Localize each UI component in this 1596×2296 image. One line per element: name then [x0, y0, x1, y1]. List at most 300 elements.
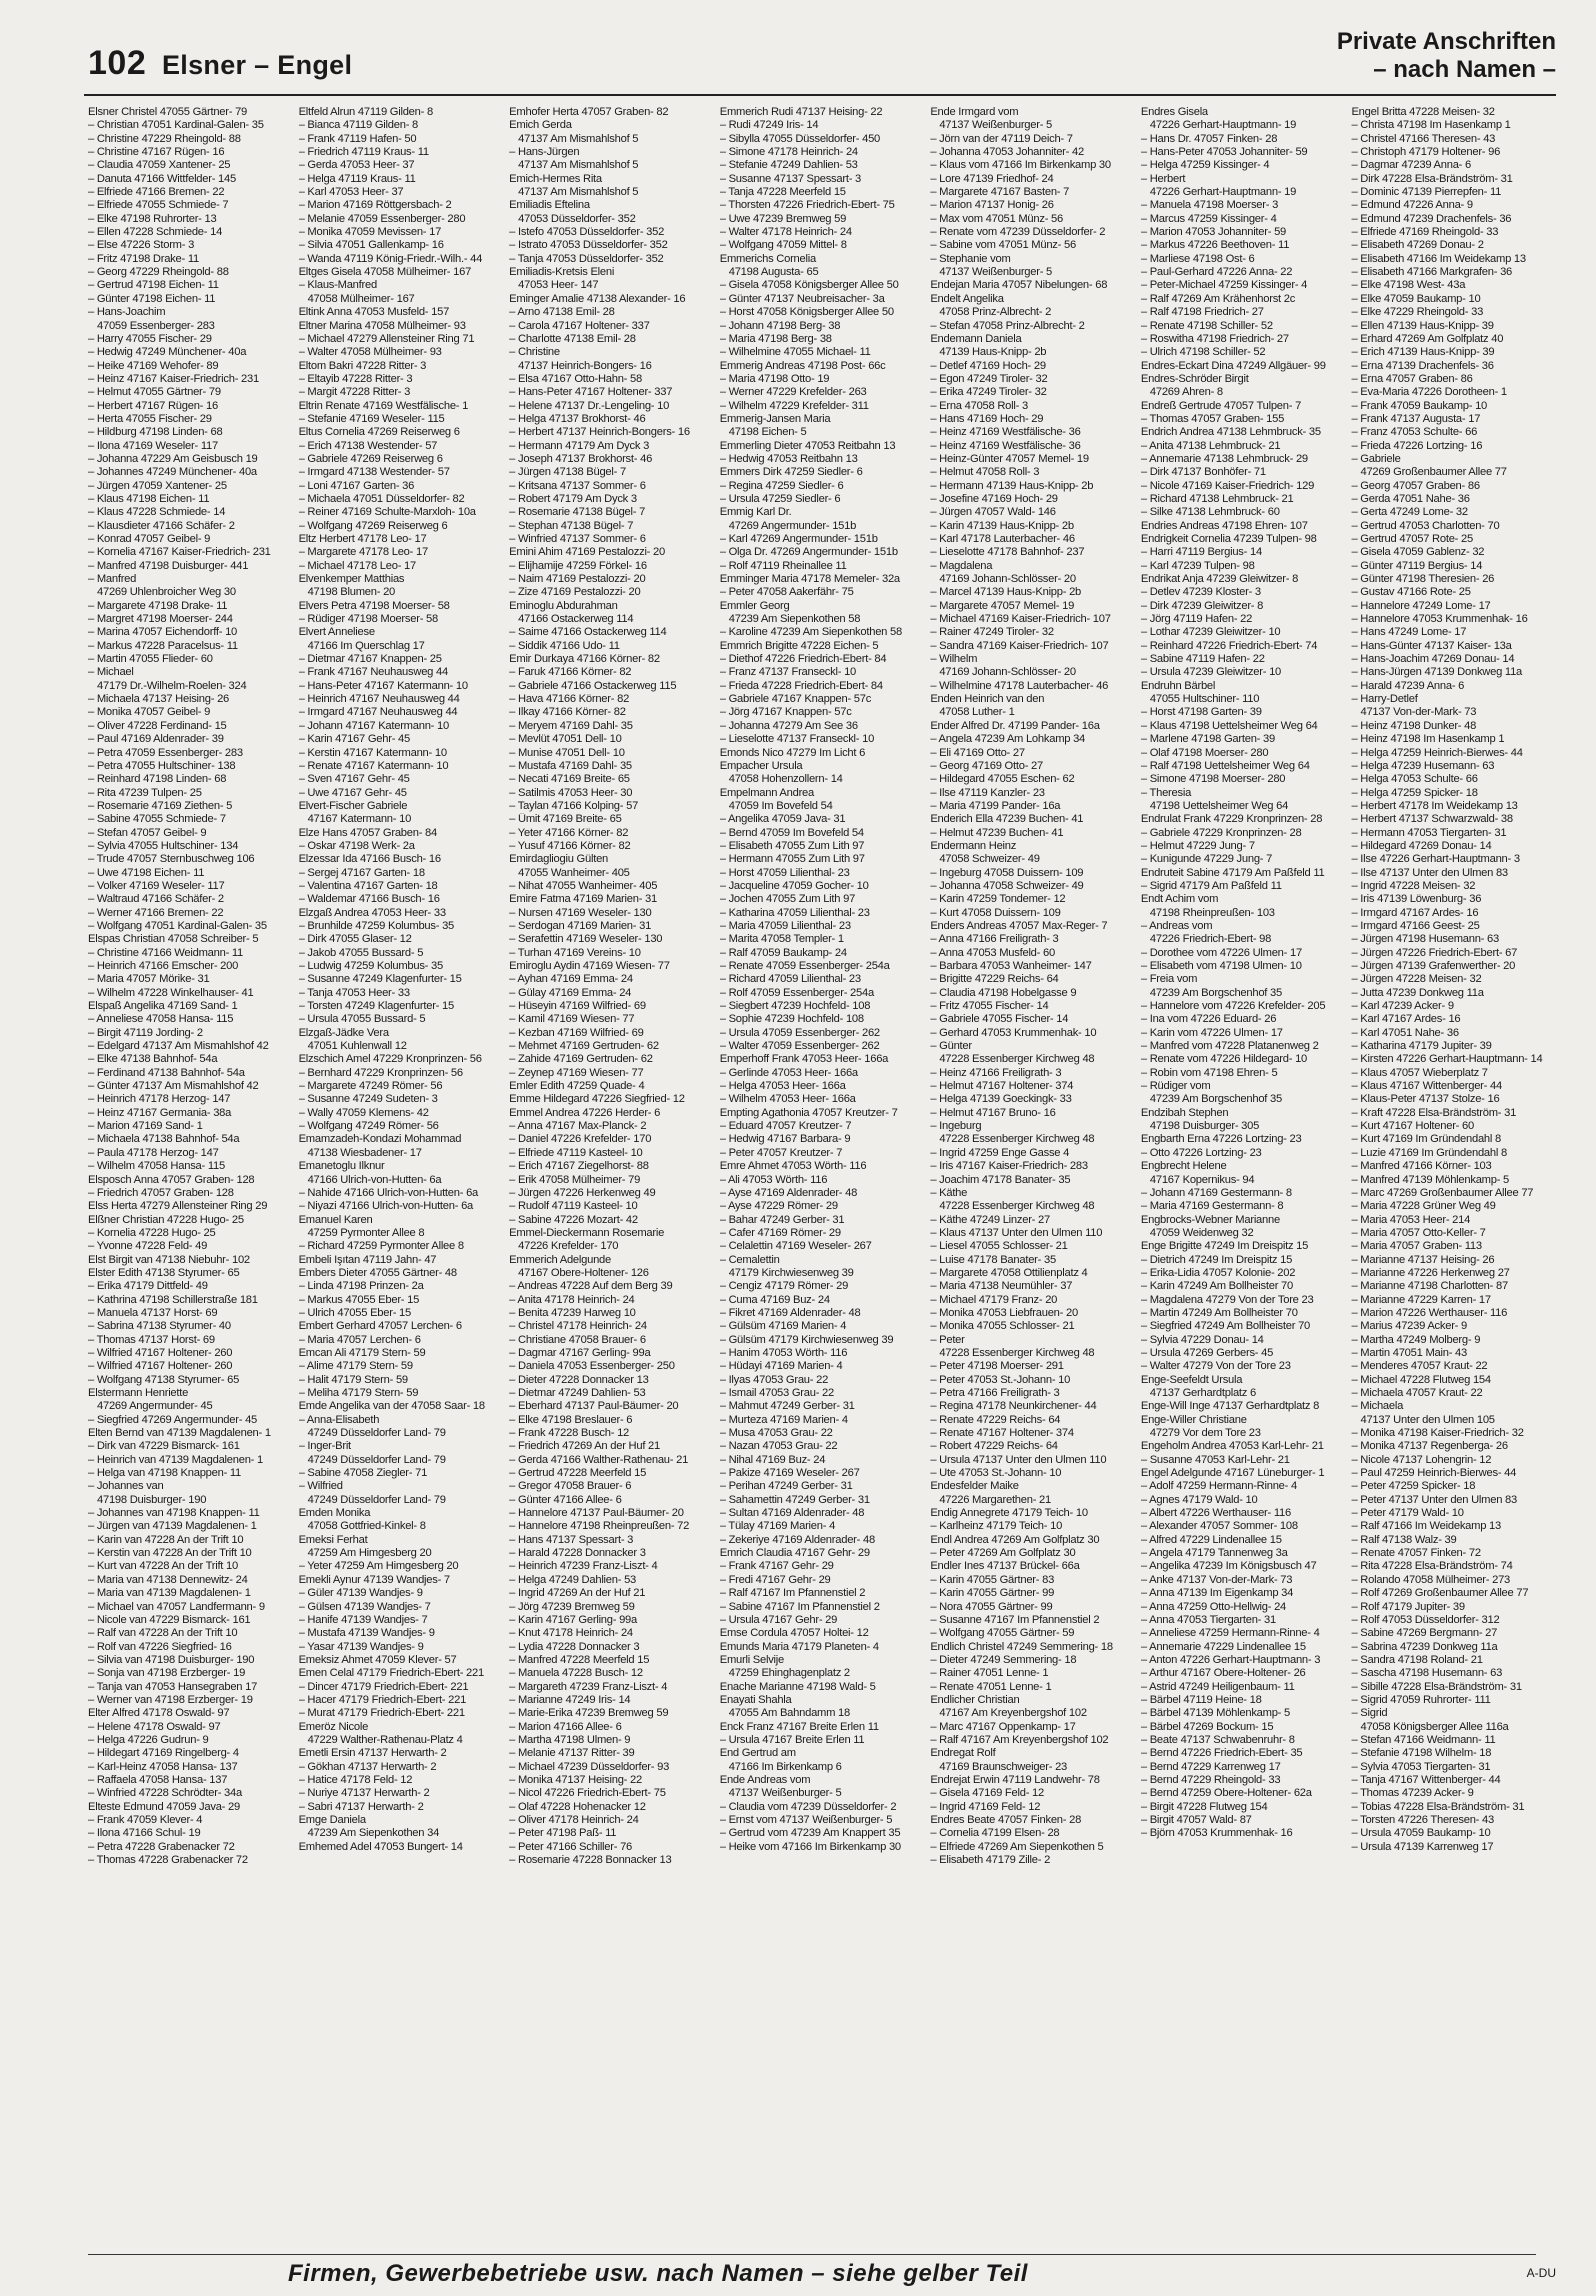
directory-entry: – Marianne 47137 Heising- 26 [1351, 1253, 1495, 1266]
directory-column-4 [720, 106, 925, 2241]
directory-entry: – Margareth 47239 Franz-Liszt- 4 [509, 1680, 668, 1693]
directory-entry: – Rosemarie 47169 Ziethen- 5 [88, 799, 233, 812]
directory-entry: – Karin 47055 Gärtner- 99 [930, 1587, 1055, 1600]
directory-entry: – Max vom 47051 Münz- 56 [930, 212, 1063, 225]
directory-entry: Elsposch Anna 47057 Graben- 128 [88, 1173, 255, 1186]
directory-entry: – Kathrina 47198 Schillerstraße 181 [88, 1293, 258, 1306]
directory-entry: – Kurt 47058 Duissern- 109 [930, 906, 1061, 919]
directory-entry: Eltfeld Alrun 47119 Gilden- 8 [298, 106, 433, 118]
directory-entry: Eltink Anna 47053 Musfeld- 157 [298, 306, 450, 319]
directory-entry: – Elfriede 47119 Kasteel- 10 [509, 1146, 643, 1159]
directory-entry: – Bernd 47226 Friedrich-Ebert- 35 [1140, 1747, 1303, 1760]
directory-entry: – Sabri 47137 Herwarth- 2 [298, 1800, 424, 1813]
directory-entry: 47228 Essenberger Kirchweg 48 [939, 1133, 1095, 1146]
page-header [0, 0, 1596, 96]
directory-entry: – Ismail 47053 Grau- 22 [719, 1387, 835, 1399]
directory-entry: – Lothar 47239 Gleiwitzer- 10 [1140, 626, 1281, 639]
directory-entry: – Frank 47167 Neuhausweg 44 [298, 666, 448, 679]
directory-entry: Emmel Andrea 47226 Herder- 6 [509, 1106, 661, 1119]
directory-entry: – Renate 47198 Schiller- 52 [1140, 319, 1273, 332]
directory-entry: – Gabriele 47229 Kronprinzen- 28 [1140, 826, 1302, 839]
directory-entry: – Günter 47137 Neubreisacher- 3a [719, 292, 885, 305]
directory-entry: – Dominic 47139 Pierrepfen- 11 [1351, 186, 1502, 199]
directory-entry: – Johannes van [88, 1480, 164, 1493]
directory-entry: 47137 Am Mismahlshof 5 [518, 186, 639, 199]
footer-note: Firmen, Gewerbebetriebe usw. nach Namen – siehe gelber Teil [288, 2260, 1028, 2287]
directory-entry: – Fritz 47198 Drake- 11 [88, 252, 199, 265]
directory-entry: – Dietrich 47249 Im Dreispitz 15 [1140, 1253, 1293, 1266]
directory-entry: – Sultan 47169 Aldenrader- 48 [719, 1507, 865, 1520]
directory-entry: – Helga 47139 Goeckingk- 33 [930, 1093, 1072, 1106]
directory-entry: 47053 Heer- 147 [518, 279, 599, 292]
directory-entry: – Heinz-Günter 47057 Memel- 19 [930, 452, 1089, 465]
directory-entry: Elzgaß-Jädke Vera [298, 1026, 389, 1039]
directory-entry: – Ellen 47228 Schmiede- 14 [88, 226, 223, 239]
directory-entry: – Jürgen 47059 Xantener- 25 [88, 479, 227, 492]
directory-entry: – Nazan 47053 Grau- 22 [719, 1440, 838, 1453]
directory-entry: – Gregor 47058 Brauer- 6 [509, 1480, 632, 1493]
directory-entry: Elzschich Amel 47229 Kronprinzen- 56 [298, 1053, 482, 1066]
directory-entry: – Jürgen 47057 Wald- 146 [930, 506, 1056, 519]
directory-entry: – Gökhan 47137 Herwarth- 2 [298, 1760, 437, 1773]
directory-entry: – Ralf 47167 Am Kreyenbergshof 102 [930, 1733, 1109, 1746]
directory-entry: – Heinrich 47239 Franz-Liszt- 4 [509, 1560, 658, 1573]
directory-entry: 47055 Am Bahndamm 18 [728, 1707, 850, 1720]
directory-entry: – Waltraud 47166 Schäfer- 2 [88, 893, 224, 906]
directory-entry: – Hatice 47178 Feld- 12 [298, 1773, 413, 1786]
directory-entry: – Hans-Peter 47053 Johanniter- 59 [1140, 146, 1308, 159]
directory-entry: – Stefanie 47249 Dahlien- 53 [719, 159, 858, 172]
directory-entry: – Günter 47198 Theresien- 26 [1351, 573, 1495, 586]
directory-entry: – Markus 47226 Beethoven- 11 [1140, 239, 1290, 252]
directory-entry: – Elfriede 47055 Schmiede- 7 [88, 199, 229, 212]
directory-entry: Emmers Dirk 47259 Siedler- 6 [719, 466, 863, 479]
directory-entry: – Hans 47169 Hoch- 29 [930, 412, 1044, 425]
directory-entry: – Hermann 47053 Tiergarten- 31 [1351, 826, 1507, 839]
directory-entry: Emmler Georg [719, 599, 790, 612]
directory-entry: – Anke 47137 Von-der-Mark- 73 [1140, 1573, 1293, 1586]
directory-entry: – Helga 47239 Husemann- 63 [1351, 759, 1495, 772]
directory-entry: 47198 Duisburger- 305 [1149, 1120, 1260, 1133]
directory-entry: – Regina 47178 Neunkirchener- 44 [930, 1400, 1097, 1413]
directory-entry: – Stephan 47138 Bügel- 7 [509, 519, 634, 532]
directory-entry: – Tobias 47228 Elsa-Brändström- 31 [1351, 1800, 1525, 1813]
directory-entry: – Harry 47055 Fischer- 29 [88, 332, 212, 345]
directory-entry: – Mustafa 47139 Wandjes- 9 [298, 1627, 435, 1640]
directory-entry: – Yusuf 47166 Körner- 82 [509, 839, 631, 852]
directory-entry: – Winfried 47228 Schrödter- 34a [88, 1787, 242, 1800]
directory-entry: Emiliadis Eftelina [509, 199, 590, 212]
directory-entry: 47239 Am Borgschenhof 35 [1149, 986, 1282, 999]
directory-entry: Embeli Işıtan 47119 Jahn- 47 [298, 1253, 437, 1266]
directory-entry: – Renate 47059 Essenberger- 254a [719, 960, 890, 972]
directory-entry: – Ingrid 47169 Feld- 12 [930, 1800, 1041, 1813]
directory-entry: – Susanne 47053 Karl-Lehr- 21 [1140, 1453, 1290, 1466]
directory-entry: – Klaus-Manfred [298, 279, 377, 292]
directory-entry: Emse Cordula 47057 Holtei- 12 [719, 1627, 869, 1640]
directory-entry: – Robert 47229 Reichs- 64 [930, 1440, 1058, 1453]
directory-entry: 47051 Kuhlenwall 12 [307, 1040, 407, 1053]
directory-entry: 47269 Angermunder- 45 [97, 1400, 213, 1413]
directory-entry: Endrulat Frank 47229 Kronprinzen- 28 [1140, 813, 1323, 826]
directory-entry: Enache Marianne 47198 Wald- 5 [719, 1680, 876, 1693]
directory-entry: – Gerda 47051 Nahe- 36 [1351, 492, 1470, 505]
directory-entry: Elsner Christel 47055 Gärtner- 79 [88, 106, 248, 118]
directory-entry: – Hedwig 47167 Barbara- 9 [719, 1133, 851, 1146]
directory-entry: – Jacqueline 47059 Gocher- 10 [719, 879, 869, 892]
directory-entry: 47058 Königsberger Allee 116a [1360, 1720, 1509, 1733]
directory-entry: – Siegbert 47239 Hochfeld- 108 [719, 1000, 871, 1013]
directory-entry: – Manfred 47139 Möhlenkamp- 5 [1351, 1173, 1510, 1186]
directory-entry: 47059 Essenberger- 283 [97, 319, 215, 332]
directory-entry: – Klaus 47228 Schmiede- 14 [88, 506, 226, 519]
directory-entry: – Maria van 47139 Magdalenen- 1 [88, 1587, 251, 1600]
directory-entry: – Jürgen 47198 Husemann- 63 [1351, 933, 1499, 946]
directory-entry: – Anneliese 47058 Hansa- 115 [88, 1013, 234, 1026]
directory-entry: – Birgit 47228 Flutweg 154 [1140, 1800, 1268, 1813]
directory-entry: – Hans-Günter 47137 Kaiser- 13a [1351, 639, 1512, 652]
directory-entry: – Elke 47229 Rheingold- 33 [1351, 306, 1484, 319]
directory-entry: Endemann Daniela [930, 332, 1022, 345]
directory-entry: – Naim 47169 Pestalozzi- 20 [509, 573, 646, 586]
directory-entry: – Helga 47226 Gudrun- 9 [88, 1733, 209, 1746]
directory-entry: Endruhn Bärbel [1140, 679, 1216, 692]
directory-entry: – Michaela 47051 Düsseldorfer- 82 [298, 492, 465, 505]
directory-entry: – Kornelia 47167 Kaiser-Friedrich- 231 [88, 546, 271, 559]
directory-entry: – Wilhelmine 47055 Michael- 11 [719, 346, 871, 359]
directory-entry: – Helmut 47058 Roll- 3 [930, 466, 1040, 479]
directory-entry: – Wanda 47119 König-Friedr.-Wilh.- 44 [298, 252, 483, 265]
directory-entry: – Harry-Detlef [1351, 693, 1418, 706]
directory-entry: – Karl 47269 Angermunder- 151b [719, 533, 878, 545]
directory-entry: – Olaf 47198 Moerser- 280 [1140, 746, 1269, 759]
directory-entry: – Hildegart 47169 Ringelberg- 4 [88, 1747, 239, 1760]
directory-entry: – Stefan 47166 Weidmann- 11 [1351, 1733, 1496, 1746]
directory-entry: Ende Irmgard vom [930, 106, 1019, 118]
directory-entry: – Karin 47167 Gehr- 45 [298, 733, 411, 746]
directory-entry: – Agnes 47179 Wald- 10 [1140, 1493, 1258, 1506]
directory-entry: – Ulrich 47198 Schiller- 52 [1140, 346, 1266, 359]
directory-entry: – Melanie 47059 Essenberger- 280 [298, 212, 466, 225]
directory-entry: – Heinz 47169 Westfälische- 36 [930, 426, 1081, 439]
directory-entry: – Kraft 47228 Elsa-Brändström- 31 [1351, 1106, 1517, 1119]
directory-entry: – Andreas 47228 Auf dem Berg 39 [509, 1280, 673, 1293]
directory-entry: – Maria 47169 Gestermann- 8 [1140, 1200, 1284, 1213]
directory-entry: – Manfred 47198 Duisburger- 441 [88, 559, 249, 572]
directory-entry: – Frank 47059 Klever- 4 [88, 1814, 203, 1826]
directory-entry: Enge-Seefeldt Ursula [1140, 1373, 1243, 1386]
directory-entry: – Heinrich van 47139 Magdalenen- 1 [88, 1453, 263, 1466]
directory-entry: – Monika 47137 Regenberga- 26 [1351, 1440, 1508, 1453]
directory-entry: – Bernd 47259 Obere-Holtener- 62a [1140, 1787, 1312, 1800]
directory-entry: – Anton 47226 Gerhart-Hauptmann- 3 [1140, 1653, 1321, 1666]
directory-entry: – Jörg 47239 Bremweg 59 [509, 1600, 635, 1613]
directory-entry: – Jutta 47239 Donkweg 11a [1351, 986, 1484, 999]
directory-entry: – Nicole 47137 Lohengrin- 12 [1351, 1453, 1492, 1466]
directory-entry: – Herbert 47167 Rügen- 16 [88, 399, 218, 412]
directory-entry: Elss Herta 47279 Allensteiner Ring 29 [88, 1200, 268, 1213]
directory-entry: – Annemarie 47138 Lehmbruck- 29 [1140, 452, 1308, 465]
directory-entry: 47137 Heinrich-Bongers- 16 [518, 359, 652, 372]
directory-entry: – Bärbel 47119 Heine- 18 [1140, 1693, 1262, 1706]
directory-entry: – Monika 47137 Heising- 22 [509, 1773, 642, 1786]
directory-entry: 47269 Uhlenbroicher Weg 30 [97, 586, 236, 599]
directory-entry: – Markus 47055 Eber- 15 [298, 1293, 420, 1306]
directory-entry: – Sabine 47055 Schmiede- 7 [88, 813, 226, 826]
directory-entry: – Marianne 47249 Iris- 14 [509, 1693, 631, 1706]
directory-entry: End Gertrud am [719, 1747, 796, 1760]
directory-columns [88, 106, 1556, 2241]
directory-entry: – Georg 47169 Otto- 27 [930, 759, 1043, 772]
directory-entry: – Rudi 47249 Iris- 14 [719, 119, 819, 132]
directory-entry: – Martin 47249 Am Bollheister 70 [1140, 1306, 1298, 1319]
directory-entry: – Lydia 47228 Donnacker 3 [509, 1640, 640, 1653]
directory-entry: – Elke 47198 West- 43a [1351, 279, 1466, 292]
directory-entry: – Klaus-Peter 47137 Stolze- 16 [1351, 1093, 1500, 1106]
directory-entry: – Gabriele 47167 Knappen- 57c [719, 693, 872, 706]
directory-entry: – Herbert 47137 Schwarzwald- 38 [1351, 813, 1513, 826]
directory-entry: 47198 Augusta- 65 [728, 266, 819, 279]
directory-entry: – Sabine 47058 Ziegler- 71 [298, 1467, 428, 1480]
directory-entry: – Katharina 47059 Lilienthal- 23 [719, 906, 870, 919]
directory-entry: – Marc 47269 Großenbaumer Allee 77 [1351, 1186, 1534, 1199]
directory-entry: 47137 Unter den Ulmen 105 [1360, 1413, 1495, 1426]
directory-entry: – Christian 47051 Kardinal-Galen- 35 [88, 119, 264, 132]
directory-column-6 [1141, 106, 1346, 2241]
directory-entry: 47239 Am Siepenkothen 34 [307, 1827, 440, 1840]
directory-entry: – Edmund 47226 Anna- 9 [1351, 199, 1473, 212]
directory-entry: – Sibylla 47055 Düsseldorfer- 450 [719, 132, 881, 145]
directory-entry: – Petra 47228 Grabenacker 72 [88, 1840, 235, 1853]
directory-entry: – Manfred vom 47228 Platanenweg 2 [1140, 1040, 1319, 1053]
directory-entry: – Detlef 47169 Hoch- 29 [930, 359, 1046, 372]
directory-entry: – Peter 47137 Unter den Ulmen 83 [1351, 1493, 1517, 1506]
directory-entry: – Sabrina 47239 Donkweg 11a [1351, 1640, 1498, 1653]
directory-entry: Elßner Christian 47228 Hugo- 25 [88, 1213, 244, 1226]
directory-entry: – Johann 47198 Berg- 38 [719, 319, 841, 332]
directory-entry: – Simone 47198 Moerser- 280 [1140, 773, 1286, 786]
directory-entry: Emrich Claudia 47167 Gehr- 29 [719, 1547, 870, 1560]
directory-entry: – Hanife 47139 Wandjes- 7 [298, 1613, 428, 1626]
directory-entry: Elteste Edmund 47059 Java- 29 [88, 1800, 240, 1813]
directory-entry: – Kurt 47167 Holtener- 60 [1351, 1120, 1474, 1133]
directory-entry: – Faruk 47166 Körner- 82 [509, 666, 632, 679]
directory-entry: – Erika 47249 Tiroler- 32 [930, 386, 1047, 399]
directory-entry: – Joseph 47137 Brokhorst- 46 [509, 452, 653, 465]
directory-entry: 47249 Düsseldorfer Land- 79 [307, 1427, 446, 1440]
directory-entry: – Jürgen 47138 Bügel- 7 [509, 466, 626, 479]
directory-entry: – Rosemarie 47228 Bonnacker 13 [509, 1854, 672, 1867]
directory-entry: Emini Ahim 47169 Pestalozzi- 20 [509, 546, 665, 559]
directory-entry: – Anna 47053 Musfeld- 60 [930, 946, 1055, 959]
directory-entry: – Frank 47059 Baukamp- 10 [1351, 399, 1488, 412]
directory-entry: 47167 Katermann- 10 [307, 813, 412, 826]
directory-entry: – Ute 47053 St.-Johann- 10 [930, 1467, 1062, 1480]
directory-entry: – Eberhard 47137 Paul-Bäumer- 20 [509, 1400, 679, 1413]
directory-entry: – Günter [930, 1040, 972, 1053]
directory-entry: – Martin 47051 Main- 43 [1351, 1346, 1467, 1359]
directory-entry: – Susanne 47167 Im Pfannenstiel 2 [930, 1613, 1100, 1626]
directory-entry: – Sigrid 47059 Ruhrorter- 111 [1351, 1693, 1491, 1706]
directory-entry: – Reiner 47169 Schulte-Marxloh- 10a [298, 506, 476, 519]
directory-entry: – Renate 47057 Finken- 72 [1351, 1547, 1481, 1560]
directory-entry: – Peter 47179 Wald- 10 [1351, 1507, 1464, 1520]
directory-entry: – Egon 47249 Tiroler- 32 [930, 372, 1048, 385]
directory-entry: – Harald 47228 Donnacker 3 [509, 1547, 646, 1560]
directory-entry: – Hans-Jürgen [509, 146, 580, 159]
directory-entry: – Erik 47058 Mülheimer- 79 [509, 1173, 641, 1186]
directory-entry: 47198 Eichen- 5 [728, 426, 807, 439]
directory-entry: – Marion 47169 Sand- 1 [88, 1120, 203, 1133]
directory-entry: – Frieda 47226 Lortzing- 16 [1351, 439, 1483, 452]
directory-entry: – Mehmet 47169 Gertruden- 62 [509, 1040, 659, 1053]
directory-entry: – Sven 47167 Gehr- 45 [298, 773, 410, 786]
directory-entry: 47226 Krefelder- 170 [518, 1240, 619, 1253]
directory-entry: – Monika 47198 Kaiser-Friedrich- 32 [1351, 1427, 1524, 1440]
directory-entry: – Wilfried [298, 1480, 343, 1493]
directory-entry: Endt Achim vom [1140, 893, 1219, 906]
directory-entry: – Yasar 47139 Wandjes- 9 [298, 1640, 424, 1653]
directory-entry: – Ferdinand 47138 Bahnhof- 54a [88, 1066, 245, 1079]
directory-entry: – Iris 47139 Löwenburg- 36 [1351, 893, 1482, 906]
directory-entry: – Gertrud vom 47239 Am Knappert 35 [719, 1827, 901, 1840]
directory-entry: – Herbert 47137 Heinrich-Bongers- 16 [509, 426, 690, 439]
directory-entry: – Stephanie vom [930, 252, 1011, 265]
directory-entry: – Richard 47059 Lilienthal- 23 [719, 973, 861, 986]
directory-entry: – Nahide 47166 Ulrich-von-Hutten- 6a [298, 1186, 479, 1199]
directory-entry: – Heinz 47167 Germania- 38a [88, 1106, 232, 1119]
directory-entry: – Katharina 47179 Jupiter- 39 [1351, 1040, 1492, 1053]
directory-entry: Endres-Schröder Birgit [1140, 372, 1249, 385]
directory-entry: – Ilyas 47053 Grau- 22 [719, 1373, 829, 1386]
directory-entry: 47226 Margarethen- 21 [939, 1493, 1051, 1506]
directory-entry: – Klaus 47198 Eichen- 11 [88, 492, 210, 505]
directory-entry: – Dagmar 47239 Anna- 6 [1351, 159, 1471, 172]
directory-entry: – Robert 47179 Am Dyck 3 [509, 492, 637, 505]
directory-entry: Emmerich Rudi 47137 Heising- 22 [719, 106, 883, 118]
directory-entry: – Marie-Erika 47239 Bremweg 59 [509, 1707, 669, 1720]
directory-entry: – Meliha 47179 Stern- 59 [298, 1387, 419, 1399]
directory-entry: – Sahamettin 47249 Gerber- 31 [719, 1493, 870, 1506]
directory-entry: – Manuela 47198 Moerser- 3 [1140, 199, 1279, 212]
directory-entry: – Nuriye 47137 Herwarth- 2 [298, 1787, 430, 1800]
directory-entry: – Freia vom [1140, 973, 1198, 986]
directory-entry: – Else 47226 Storm- 3 [88, 239, 195, 252]
directory-column-1 [88, 106, 293, 2241]
directory-entry: Emunds Maria 47179 Planeten- 4 [719, 1640, 879, 1653]
directory-entry: – Serdogan 47169 Marien- 31 [509, 919, 652, 932]
directory-entry: – Elisabeth 47166 Im Weidekamp 13 [1351, 252, 1526, 265]
directory-entry: – Käthe [930, 1186, 968, 1199]
directory-entry: – Robin vom 47198 Ehren- 5 [1140, 1066, 1278, 1079]
directory-entry: – Margarete 47178 Leo- 17 [298, 546, 428, 559]
directory-entry: – Johann 47169 Gestermann- 8 [1140, 1186, 1292, 1199]
directory-entry: – Margarete 47167 Basten- 7 [930, 186, 1070, 199]
directory-entry: Emcan Ali 47179 Stern- 59 [298, 1346, 426, 1359]
directory-entry: – Marion 47053 Johanniter- 59 [1140, 226, 1287, 239]
directory-entry: 47198 Duisburger- 190 [97, 1493, 207, 1506]
directory-entry: – Johanna 47053 Johanniter- 42 [930, 146, 1084, 159]
directory-entry: – Luise 47178 Banater- 35 [930, 1253, 1056, 1266]
directory-entry: – Helga 47259 Kissinger- 4 [1140, 159, 1270, 172]
directory-entry: 47249 Düsseldorfer Land- 79 [307, 1493, 446, 1506]
directory-entry: Emhemed Adel 47053 Bungert- 14 [298, 1840, 463, 1853]
directory-entry: – Hans-Peter 47167 Katermann- 10 [298, 679, 468, 692]
directory-entry: – Erika-Lidia 47057 Kolonie- 202 [1140, 1266, 1296, 1279]
directory-entry: 47137 Von-der-Mark- 73 [1360, 706, 1477, 719]
directory-entry: – Margarete 47198 Drake- 11 [88, 599, 228, 612]
directory-entry: – Michael 47169 Kaiser-Friedrich- 107 [930, 613, 1111, 626]
directory-entry: 47055 Hultschiner- 110 [1149, 693, 1260, 706]
directory-entry: Endres Gisela [1140, 106, 1208, 118]
directory-entry: – Ursula 47269 Gerbers- 45 [1140, 1346, 1274, 1359]
directory-entry: – Birgit 47057 Wald- 87 [1140, 1814, 1252, 1826]
directory-entry: – Andreas vom [1140, 919, 1213, 932]
directory-entry: – Martin 47055 Flieder- 60 [88, 653, 213, 666]
directory-entry: 47226 Gerhart-Hauptmann- 19 [1149, 119, 1297, 132]
directory-entry: – Murteza 47169 Marien- 4 [719, 1413, 848, 1426]
directory-entry: – Elisabeth 47179 Zille- 2 [930, 1854, 1051, 1867]
directory-entry: Emiliadis-Kretsis Eleni [509, 266, 615, 279]
directory-entry: – Sigrid 47179 Am Paßfeld 11 [1140, 879, 1282, 892]
directory-entry: – Anneliese 47259 Hermann-Rinne- 4 [1140, 1627, 1320, 1640]
directory-entry: – Peter 47269 Am Golfplatz 30 [930, 1547, 1076, 1560]
directory-entry: – Renate vom 47239 Düsseldorfer- 2 [930, 226, 1106, 239]
directory-entry: – Sascha 47198 Husemann- 63 [1351, 1667, 1503, 1680]
directory-entry: – Heinz 47166 Freiligrath- 3 [930, 1066, 1062, 1079]
directory-entry: Emeröz Nicole [298, 1720, 369, 1733]
directory-entry: Emre Ahmet 47053 Wörth- 116 [719, 1160, 867, 1173]
directory-entry: – Wolfgang 47055 Gärtner- 59 [930, 1627, 1075, 1640]
directory-entry: – Hermann 47179 Am Dyck 3 [509, 439, 650, 452]
directory-entry: – Ralf 47166 Im Weidekamp 13 [1351, 1520, 1501, 1533]
directory-entry: 47058 Mülheimer- 167 [307, 292, 415, 305]
directory-entry: – Sylvia 47053 Tiergarten- 31 [1351, 1760, 1491, 1773]
directory-entry: – Stefan 47058 Prinz-Albrecht- 2 [930, 319, 1085, 332]
directory-entry: – Ayhan 47169 Emma- 24 [509, 973, 633, 986]
directory-entry: – Pakize 47169 Weseler- 267 [719, 1467, 860, 1480]
directory-entry: Eltus Cornelia 47269 Reiserweg 6 [298, 426, 460, 439]
directory-entry: – Oliver 47178 Heinrich- 24 [509, 1814, 639, 1826]
directory-entry: – Adolf 47259 Hermann-Rinne- 4 [1140, 1480, 1297, 1493]
directory-entry: Endrikat Anja 47239 Gleiwitzer- 8 [1140, 573, 1299, 586]
directory-entry: – Erna 47139 Drachenfels- 36 [1351, 359, 1494, 372]
directory-entry: – Rüdiger 47198 Moerser- 58 [298, 613, 438, 626]
directory-entry: – Nora 47055 Gärtner- 99 [930, 1600, 1053, 1613]
directory-entry: – Hans-Joachim 47269 Donau- 14 [1351, 653, 1515, 666]
directory-entry: – Reinhard 47198 Linden- 68 [88, 773, 227, 786]
directory-entry: – Meryem 47169 Dahl- 35 [509, 719, 633, 732]
directory-entry: Emen Celal 47179 Friedrich-Ebert- 221 [298, 1667, 484, 1680]
directory-entry: – Wolfgang 47269 Reiserweg 6 [298, 519, 448, 532]
directory-entry: Elzgaß Andrea 47053 Heer- 33 [298, 906, 446, 919]
directory-entry: – Irmgard 47167 Neuhausweg 44 [298, 706, 458, 719]
directory-entry: Emmig Karl Dr. [719, 506, 792, 519]
directory-entry: – Ludwig 47259 Kolumbus- 35 [298, 960, 443, 972]
directory-entry: – Hannelore 47249 Lome- 17 [1351, 599, 1491, 612]
directory-entry: 47169 Johann-Schlösser- 20 [939, 666, 1076, 679]
directory-entry: – Franz 47053 Schulte- 66 [1351, 426, 1478, 439]
directory-entry: Emetli Ersin 47137 Herwarth- 2 [298, 1747, 447, 1760]
directory-entry: – Erich 47139 Haus-Knipp- 39 [1351, 346, 1495, 359]
directory-entry: – Marliese 47198 Ost- 6 [1140, 252, 1255, 265]
directory-entry: – Ursula 47259 Siedler- 6 [719, 492, 841, 505]
directory-entry: – Elisabeth 47055 Zum Lith 97 [719, 839, 865, 852]
directory-entry: Endejan Maria 47057 Nibelungen- 68 [930, 279, 1108, 292]
directory-entry: – Ralf 47167 Im Pfannenstiel 2 [719, 1587, 866, 1600]
directory-entry: – Karin 47167 Gerling- 99a [509, 1613, 637, 1626]
directory-entry: – Nihal 47169 Buz- 24 [719, 1453, 826, 1466]
